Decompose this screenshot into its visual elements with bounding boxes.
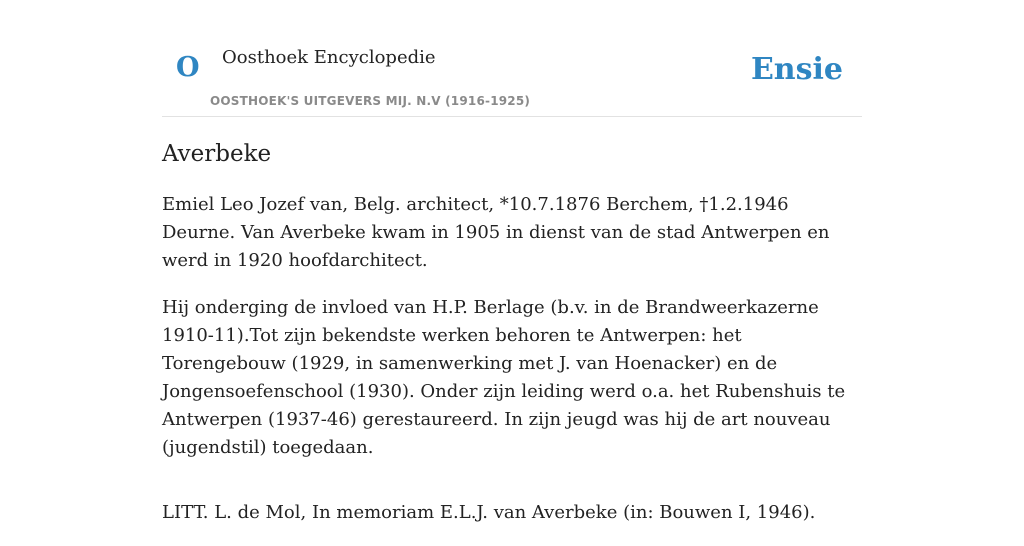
site-header	[162, 0, 862, 117]
logo-icon[interactable]: O	[176, 52, 200, 83]
ensie-logo-link[interactable]: Ensie	[750, 52, 843, 87]
article-paragraph-influence: Hij onderging de invloed van H.P. Berlage (b.v. in de Brandweerkazerne 1910-11).Tot zijn bekendste werken behoren te Antwerpen: het Torengebouw (1929, in samenwerking met J. van Hoenacker) en de Jongensoefenschool (1930). Onder zijn leiding werd o.a. het Rubenshuis te Antwerpen (1937-46) gerestaureerd. In zijn jeugd was hij de art nouveau (jugendstil) toegedaan.	[162, 297, 846, 458]
article	[162, 136, 862, 546]
article-paragraph-biography: Emiel Leo Jozef van, Belg. architect, *10.7.1876 Berchem, †1.2.1946 Deurne. Van Averbeke kwam in 1905 in dienst van de stad Antwerpen en werd in 1920 hoofdarchitect.	[162, 194, 830, 271]
article-literature: LITT. L. de Mol, In memoriam E.L.J. van Averbeke (in: Bouwen I, 1946).	[162, 502, 816, 523]
publisher-subtitle: OOSTHOEK'S UITGEVERS MIJ. N.V (1916-1925)	[210, 94, 531, 108]
article-title: Averbeke	[162, 141, 272, 167]
site-title-link[interactable]: Oosthoek Encyclopedie	[222, 47, 436, 68]
